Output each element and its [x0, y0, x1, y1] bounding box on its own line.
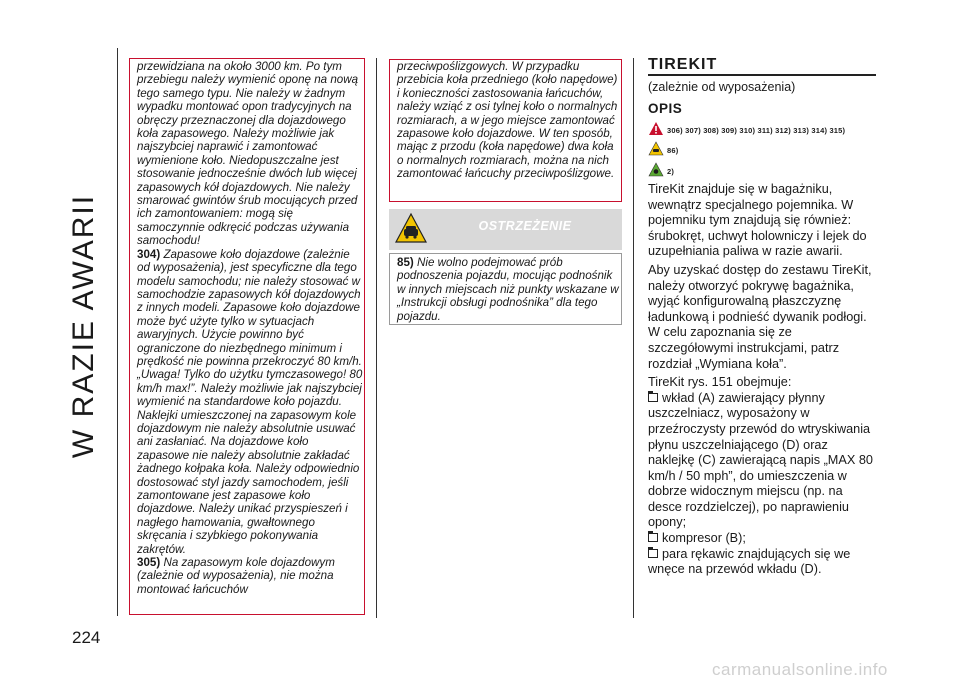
danger-icon: [648, 121, 664, 136]
danger-note-305: [137, 556, 363, 596]
note-text: Na zapasowym kole dojazdowym (zależnie od wyposażenia), nie można montować łańcuchów: [137, 556, 335, 596]
note-number: 85): [397, 256, 414, 269]
warning-icon: [648, 141, 664, 156]
page-number: 224: [72, 628, 101, 647]
environment-icon: [648, 162, 664, 177]
warning-note-85: [397, 256, 619, 323]
chapter-side-title: W RAZIE AWARII: [67, 193, 100, 459]
list-item: kompresor (B);: [648, 531, 876, 547]
body-paragraph: Aby uzyskać dostęp do zestawu TireKit, należy otworzyć pokrywę bagażnika, wyjąć konfigurowalną płaszczyznę ładunkową i podnieść dywanik podłogi. W celu zapoznania się ze szczegółowymi instrukcjami, patrz rozdział „Wymiana koła”.: [648, 262, 872, 371]
danger-note-304: [137, 248, 363, 556]
section-subtitle: (zależnie od wyposażenia): [648, 80, 796, 94]
bullet-icon: [648, 549, 658, 558]
list-item: para rękawic znajdujących się we wnęce na przewód wkładu (D).: [648, 546, 851, 577]
environment-references: 2): [667, 167, 675, 176]
column-divider: [376, 58, 377, 618]
warning-references: 86): [667, 146, 679, 155]
body-paragraph: TireKit znajduje się w bagażniku, wewnątrz specjalnego pojemnika. W pojemniku tym znajdują się również: śrubokręt, uchwyt holowniczy i lejek do uzupełniania paliwa w razie awarii.: [648, 182, 867, 259]
bullet-icon: [648, 533, 658, 542]
danger-continued-text: przeciwpoślizgowych. W przypadku przebicia koła przedniego (koło napędowe) i konieczności zastosowania łańcuchów, należy wziąć z osi tylnej koło o normalnych rozmiarach, a w jego miejsce zamontować zapasowe koło dojazdowe. W ten sposób, mając z przodu (koła napędowe) dwa koła o normalnych rozmiarach, można na nich zamontować łańcuchy przeciwpoślizgowe.: [397, 60, 618, 181]
bullet-icon: [648, 393, 658, 402]
tirekit-body: [648, 182, 876, 578]
note-text: Zapasowe koło dojazdowe (zależnie od wyposażenia), jest specyficzne dla tego modelu samochodu; nie należy stosować w samochodzie zapasowych kół dojazdowych z innych modeli. Zapasowe koło dojazdowe może być użyte tylko w sytuacjach awaryjnych. Użycie powinno być ograniczone do niezbędnego minimum i prędkość nie powinna przekroczyć 80 km/h. „Uwaga! Tylko do użytku tymczasowego! 80 km/h max!”. Należy możliwie jak najszybciej wymienić na standardowe koło pojazdu. Naklejki umieszczonej na zapasowym kole dojazdowym nie należy absolutnie usuwać ani zasłaniać. Na dojazdowe koło zapasowe nie należy absolutnie zakładać żadnego kołpaka koła. Należy odpowiednio dostosować styl jazdy samochodem, jeśli zamontowane jest zapasowe koło dojazdowe. Należy unikać przyspieszeń i nagłego hamowania, gwałtownego skręcania i szybkiego pokonywania zakrętów.: [137, 247, 363, 556]
warning-title: OSTRZEŻENIE: [478, 219, 572, 233]
warning-car-icon: [394, 212, 428, 244]
column-divider: [633, 58, 634, 618]
list-item: wkład (A) zawierający płynny uszczelniacz, wyposażony w przeźroczysty przewód do wtryskiwania płynu uszczelniającego (D) oraz naklejkę (C) zawierającą napis „MAX 80 km/h / 50 mph”, do umieszczenia w dobrze widocznym miejscu (np. na desce rozdzielczej), po naprawieniu opony;: [648, 390, 873, 530]
note-number: 304): [137, 247, 161, 261]
danger-paragraph: przewidziana na około 3000 km. Po tym przebiegu należy wymienić oponę na nową tego samego typu. Nie należy w żadnym wypadku montować opon tradycyjnych na obręczy przeznaczonej dla dojazdowego koła zapasowego. Należy możliwie jak najszybciej naprawić i zamontować wymienione koło. Niedopuszczalne jest stosowanie jednocześnie dwóch lub więcej zapasowych kół dojazdowych. Nie należy smarować gwintów śrub mocujących przed ich zamontowaniem: mogą się samoczynnie odkręcić podczas używania samochodu!: [137, 60, 359, 248]
danger-text-column: [137, 60, 363, 596]
note-text: Nie wolno podejmować prób podnoszenia pojazdu, mocując podnośnik w innych miejscach niż punkty wskazane w „Instrukcji obsługi podnośnika” dla tego pojazdu.: [397, 256, 619, 323]
watermark: carmanualsonline.info: [712, 660, 888, 679]
section-heading: TIREKIT: [648, 56, 718, 73]
danger-references: 306) 307) 308) 309) 310) 311) 312) 313) 314) 315): [667, 126, 846, 135]
heading-rule: [648, 74, 876, 76]
subsection-heading: OPIS: [648, 101, 683, 116]
note-number: 305): [137, 556, 161, 570]
column-divider: [117, 48, 118, 616]
body-paragraph: TireKit rys. 151 obejmuje:: [648, 375, 792, 390]
